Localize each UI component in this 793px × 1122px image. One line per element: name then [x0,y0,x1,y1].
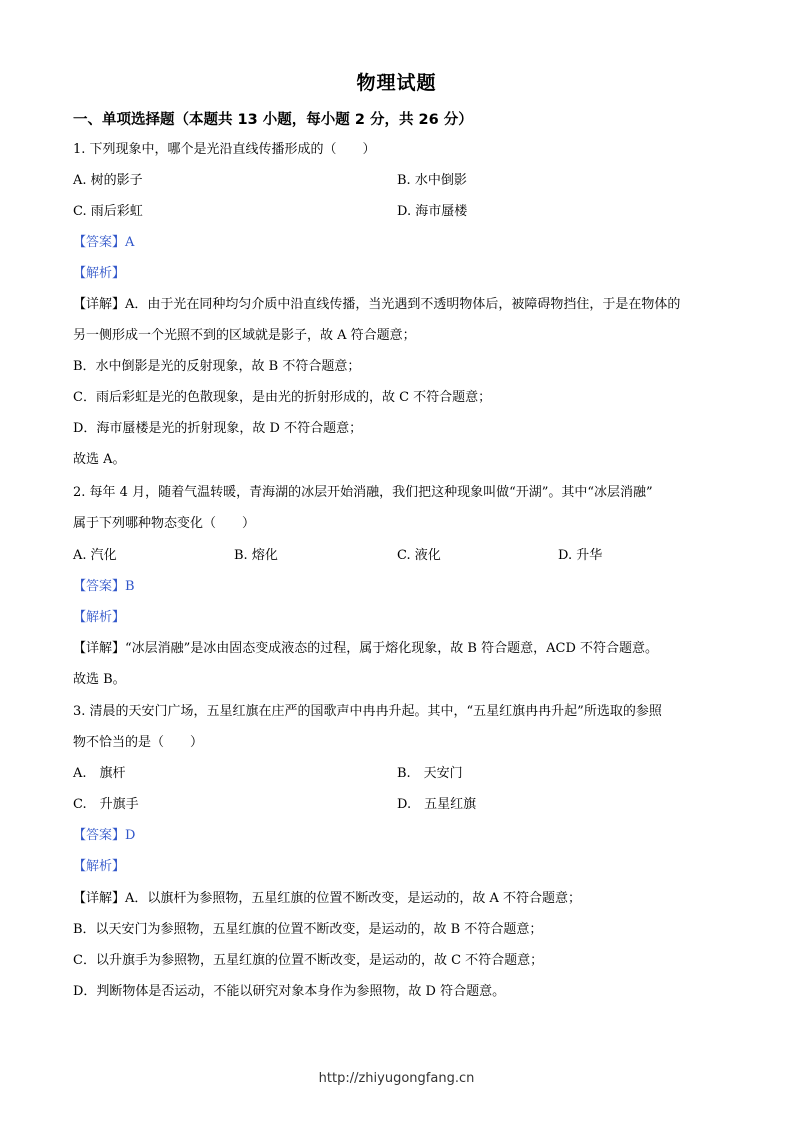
q1-option-a: A. 树的影子 [73,173,143,188]
q1-detail-line: 另一侧形成一个光照不到的区域就是影子，故 A 符合题意； [73,328,416,343]
q3-option-c: C. 升旗手 [73,797,139,812]
q1-conclusion: 故选 A。 [73,452,126,467]
q3-option-b: B. 天安门 [397,766,463,781]
footer-url: http://zhiyugongfang.cn [318,1071,475,1086]
q1-option-b: B. 水中倒影 [397,173,467,188]
q1-detail-line: C．雨后彩虹是光的色散现象，是由光的折射形成的，故 C 不符合题意； [73,390,492,405]
q3-detail-line: B．以天安门为参照物，五星红旗的位置不断改变，是运动的，故 B 不符合题意； [73,922,543,937]
q3-option-d: D. 五星红旗 [397,797,477,812]
section-heading: 一、单项选择题（本题共 13 小题，每小题 2 分，共 26 分） [73,112,473,128]
q2-analysis-label: 【解析】 [73,610,126,625]
q1-option-c: C. 雨后彩虹 [73,204,143,219]
q1-option-d: D. 海市蜃楼 [397,204,468,219]
q1-analysis-label: 【解析】 [73,266,126,281]
q1-answer: 【答案】A [73,235,135,250]
page-title: 物理试题 [356,72,437,94]
question-2-stem: 2. 每年 4 月，随着气温转暖，青海湖的冰层开始消融，我们把这种现象叫做“开湖”。其中“冰层消融” [73,485,653,500]
q1-detail-line: D．海市蜃楼是光的折射现象，故 D 不符合题意； [73,421,363,436]
question-3-stem: 3. 清晨的天安门广场，五星红旗在庄严的国歌声中冉冉升起。其中，“五星红旗冉冉升起”所选取的参照 [73,704,662,719]
q2-option-c: C. 液化 [397,548,441,563]
q2-answer: 【答案】B [73,579,135,594]
q2-conclusion: 故选 B。 [73,672,126,687]
q1-detail-line: B．水中倒影是光的反射现象，故 B 不符合题意； [73,359,361,374]
question-1-stem: 1. 下列现象中，哪个是光沿直线传播形成的（ ） [73,142,376,157]
q2-detail-line: 【详解】“冰层消融”是冰由固态变成液态的过程，属于熔化现象，故 B 符合题意，ACD 不符合题意。 [73,641,659,656]
q2-option-a: A. 汽化 [73,548,117,563]
question-2-stem: 属于下列哪种物态变化（ ） [73,516,256,531]
q1-detail-line: 【详解】A．由于光在同种均匀介质中沿直线传播，当光遇到不透明物体后，被障碍物挡住，于是在物体的 [73,297,681,312]
q3-detail-line: D．判断物体是否运动，不能以研究对象本身作为参照物，故 D 符合题意。 [73,984,506,999]
q2-option-b: B. 熔化 [234,548,278,563]
q2-option-d: D. 升华 [558,548,603,563]
q3-detail-line: 【详解】A．以旗杆为参照物，五星红旗的位置不断改变，是运动的，故 A 不符合题意； [73,891,582,906]
q3-analysis-label: 【解析】 [73,859,126,874]
question-3-stem: 物不恰当的是（ ） [73,735,204,750]
q3-detail-line: C．以升旗手为参照物，五星红旗的位置不断改变，是运动的，故 C 不符合题意； [73,953,544,968]
q3-answer: 【答案】D [73,828,136,843]
q3-option-a: A. 旗杆 [73,766,126,781]
